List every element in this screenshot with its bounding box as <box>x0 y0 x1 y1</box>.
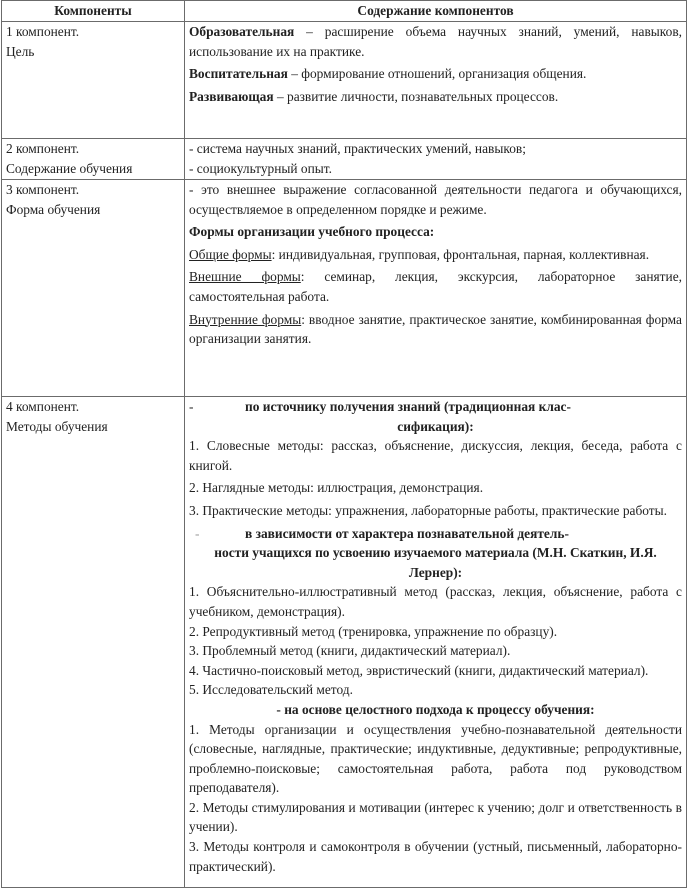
goal-text: – развитие личности, познавательных процессов. <box>273 88 559 104</box>
table-row <box>2 180 687 397</box>
method-item: 2. Методы стимулирования и мотивации (интерес к учению; долг и ответственность в учении). <box>189 799 682 835</box>
method-item: 3. Практические методы: упражнения, лабораторные работы, практические работы. <box>189 502 667 518</box>
method-group-heading: - на основе целостного подхода к процессу обучения: <box>276 701 595 717</box>
content-cell <box>185 22 687 139</box>
method-group-heading <box>189 524 682 544</box>
component-cell <box>2 397 185 888</box>
components-table <box>1 0 687 888</box>
goal-item <box>189 22 682 61</box>
form-text: : индивидуальная, групповая, фронтальная, парная, коллективная. <box>271 246 650 262</box>
component-number: 4 компонент. <box>6 399 80 414</box>
method-group-heading-cont: ности учащихся по усвоению изучаемого материала (М.Н. Скаткин, И.Я. Лернер): <box>214 545 657 580</box>
method-item: 1. Словесные методы: рассказ, объяснение, дискуссия, лекция, беседа, работа с книгой. <box>189 438 682 473</box>
goal-label: Образовательная <box>189 24 295 39</box>
heading-text: по источнику получения знаний (традиционная клас- <box>245 399 571 414</box>
method-item: 1. Объяснительно-иллюстративный метод (рассказ, лекция, объяснение, работа с учебником, демонстрация). <box>189 584 682 619</box>
content-line: - система научных знаний, практических умений, навыков; <box>189 141 526 156</box>
component-name: Форма обучения <box>6 201 101 217</box>
forms-heading: Формы организации учебного процесса: <box>189 224 435 240</box>
table-row <box>2 22 687 139</box>
goal-text: – формирование отношений, организация общения. <box>287 66 587 82</box>
component-number: 2 компонент. <box>6 141 80 156</box>
component-cell <box>2 139 185 180</box>
form-text: : вводное занятие, практическое занятие, комбинированная форма организации занятия. <box>189 311 683 347</box>
form-label: Общие формы <box>189 246 272 262</box>
method-item: 3. Проблемный метод (книги, дидактический материал). <box>189 643 511 659</box>
header-components: Компоненты <box>2 1 185 22</box>
form-item <box>189 267 682 306</box>
goal-label: Воспитательная <box>189 66 288 82</box>
form-text: : семинар, лекция, экскурсия, лабораторное занятие, самостоятельная работа. <box>189 269 682 304</box>
content-line: - социокультурный опыт. <box>189 160 332 176</box>
content-cell <box>185 180 687 397</box>
goal-text: – расширение объема научных знаний, умений, навыков, использование их на практике. <box>189 24 682 59</box>
header-content: Содержание компонентов <box>185 1 687 22</box>
method-item: 2. Наглядные методы: иллюстрация, демонстрация. <box>189 480 484 496</box>
component-number: 3 компонент. <box>6 182 80 197</box>
method-item: 4. Частично-поисковый метод, эвристический (книги, дидактический материал). <box>189 662 649 678</box>
form-definition: - это внешнее выражение согласованной деятельности педагога и обучающихся, осуществляемое в определенном порядке и режиме. <box>189 182 682 217</box>
table-header-row <box>2 1 687 22</box>
table-row <box>2 139 687 180</box>
form-item <box>189 245 682 265</box>
component-name: Содержание обучения <box>6 160 133 176</box>
form-label: Внутренние формы <box>189 311 302 327</box>
method-item: 2. Репродуктивный метод (тренировка, упражнение по образцу). <box>189 623 558 639</box>
goal-label: Развивающая <box>189 88 274 104</box>
form-item <box>189 310 682 349</box>
dash-marker: - <box>189 399 194 414</box>
dash-marker: - <box>195 525 200 541</box>
component-cell <box>2 180 185 397</box>
method-item: 5. Исследовательский метод. <box>189 682 353 698</box>
goal-item <box>189 87 682 107</box>
content-cell <box>185 397 687 888</box>
content-cell <box>185 139 687 180</box>
component-cell <box>2 22 185 139</box>
component-name: Методы обучения <box>6 418 108 434</box>
method-group-heading <box>189 397 682 417</box>
heading-text: в зависимости от характера познавательной деятель- <box>245 525 569 541</box>
method-item: 3. Методы контроля и самоконтроля в обучении (устный, письменный, лабораторно-практический). <box>189 839 682 874</box>
form-label: Внешние формы <box>189 269 301 285</box>
table-row <box>2 397 687 888</box>
component-name: Цель <box>6 43 35 59</box>
component-number: 1 компонент. <box>6 24 80 39</box>
method-item: 1. Методы организации и осуществления учебно-познавательной деятельности (словесные, наглядные, практические; индуктивные, дедуктивные; репродуктивные, проблемно-поисковые; самостоятельная работа, работа под руководством преподавателя). <box>189 721 682 796</box>
method-group-heading-cont: сификация): <box>397 418 474 434</box>
goal-item <box>189 64 682 84</box>
